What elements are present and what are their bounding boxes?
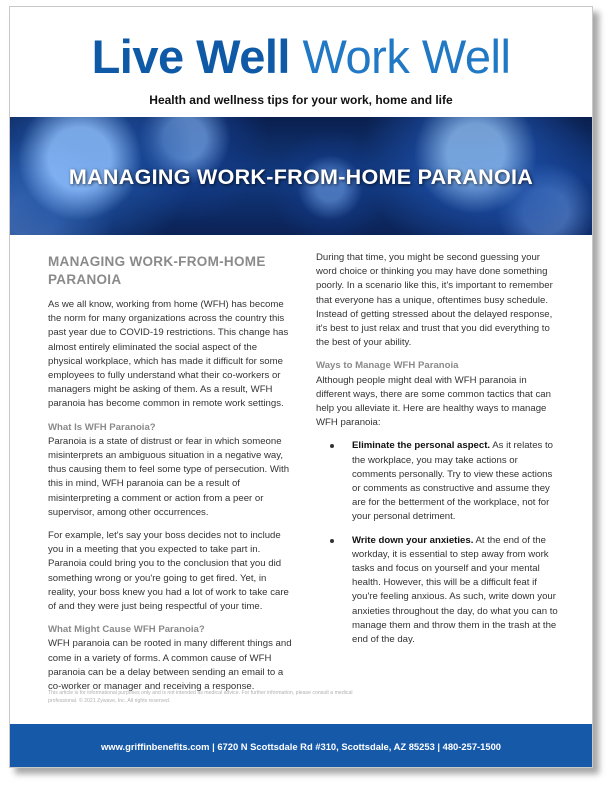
list-item bbox=[330, 534, 561, 648]
brand-title-bold: Live Well bbox=[91, 30, 290, 83]
tip-lead: Write down your anxieties. bbox=[352, 534, 474, 546]
intro-paragraph: As we all know, working from home (WFH) has become the norm for many organizations across the country this past year due to COVID-19 restrictions. This change has almost entirely eliminated the social aspect of the physical workplace, which has made it difficult for some employees to fully understand what their co-workers or managers might be asking of them. As a result, WFH paranoia has become common in remote work settings. bbox=[48, 299, 289, 410]
right-column bbox=[316, 251, 561, 656]
footer-contact: www.griffinbenefits.com | 6720 N Scottsdale Rd #310, Scottsdale, AZ 85253 | 480-257-1500 bbox=[100, 741, 502, 752]
tip-lead: Eliminate the personal aspect. bbox=[352, 440, 491, 452]
tagline: Health and wellness tips for your work, home and life bbox=[149, 93, 453, 107]
article-title-line1: MANAGING WORK-FROM-HOME bbox=[48, 254, 266, 269]
paragraph-causes-2: During that time, you might be second guessing your word choice or thinking you may have done something poorly. In a scenario like this, it's important to remember that everyone has a unique, oftentimes busy schedule. Instead of getting stressed about the delayed response, it's best to just relax and trust that you did everything to the best of your ability. bbox=[316, 252, 553, 349]
paragraph-manage-intro: Although people might deal with WFH paranoia in different ways, there are some common tactics that can help you alleviate it. Here are healthy ways to manage WFH paranoia: bbox=[316, 374, 551, 429]
paragraph-what-is-1: Paranoia is a state of distrust or fear in which someone misinterprets an ambiguous situation in a negative way, thus causing them to feel some type of persecution. With this in mind, WFH paranoia can be a result of misinterpreting a comment or action from a peer or supervisor, among other occurrences. bbox=[48, 435, 290, 518]
paragraph-what-is-2: For example, let's say your boss decides not to include you in a meeting that you expected to take part in. Paranoia could bring you to the conclusion that you did something wrong or you're going to get fired. Yet, in reality, your boss knew you had a lot of work to take care of and they were just being respectful of your time. bbox=[48, 530, 289, 613]
article-title bbox=[48, 253, 293, 289]
article-title-line2: PARANOIA bbox=[48, 272, 122, 287]
section-heading-causes: What Might Cause WFH Paranoia? bbox=[48, 624, 205, 636]
brand-title-light: Work Well bbox=[302, 30, 511, 83]
left-column bbox=[48, 247, 293, 703]
disclaimer: This article is for informational purposes only and is not intended as medical advice. For further information, please consult a medical professional. © 2021 Zywave, Inc. All rights reserved. bbox=[48, 690, 353, 704]
paragraph-causes-1: WFH paranoia can be rooted in many different things and come in a variety of forms. A common cause of WFH paranoia can be a delay between sending an email to a co-worker or manager and receiving a response. bbox=[48, 638, 292, 693]
list-item bbox=[330, 439, 561, 524]
brand-title bbox=[10, 29, 592, 85]
tip-text: As it relates to the workplace, you may take actions or comments personally. Try to view these actions or comments as constructive and assume they are for the betterment of the workplace, not for your personal detriment. bbox=[352, 440, 554, 523]
newsletter-page bbox=[9, 6, 593, 768]
section-heading-what-is: What Is WFH Paranoia? bbox=[48, 421, 156, 433]
virus-banner-image bbox=[10, 117, 592, 235]
footer-bar bbox=[10, 724, 592, 768]
tips-list bbox=[330, 439, 561, 647]
masthead bbox=[10, 7, 592, 115]
tip-text: At the end of the workday, it is essential to step away from work tasks and focus on yourself and your mental health. However, this will be a difficult feat if you're feeling anxious. As such, write down your anxieties throughout the day, do what you can to manage them and throw them in the trash at the end of the day. bbox=[352, 534, 558, 646]
banner-title: MANAGING WORK-FROM-HOME PARANOIA bbox=[68, 165, 534, 189]
section-heading-manage: Ways to Manage WFH Paranoia bbox=[316, 360, 459, 372]
